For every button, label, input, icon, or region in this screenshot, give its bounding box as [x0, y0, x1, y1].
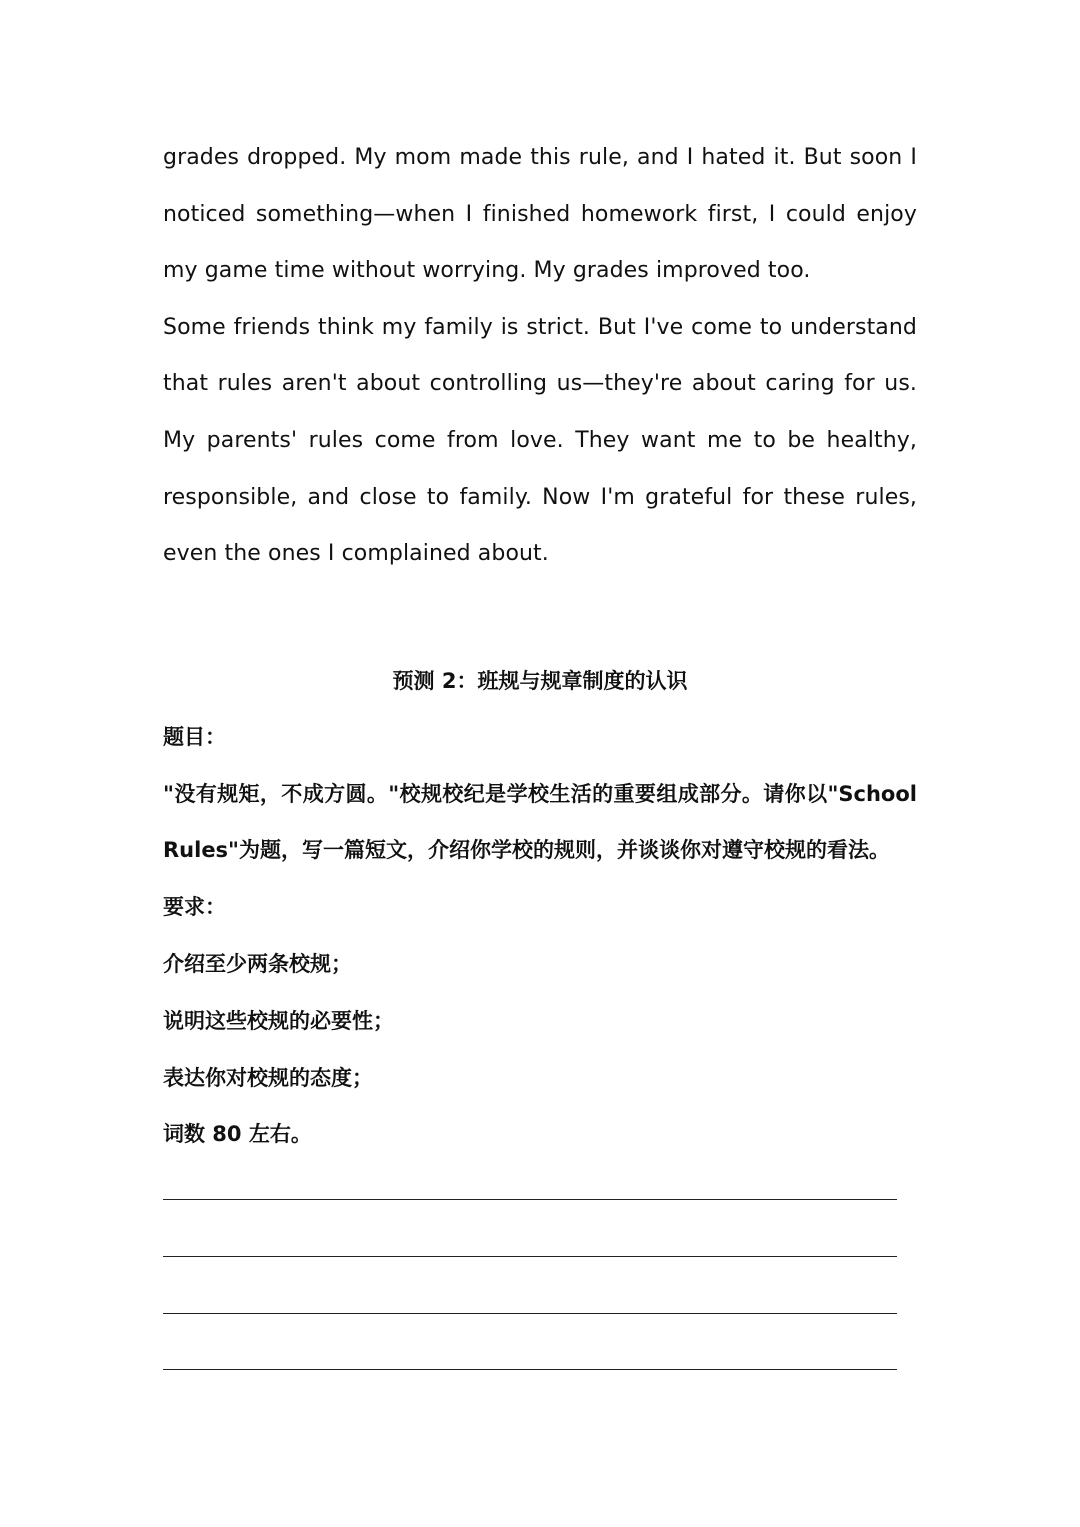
- answer-line[interactable]: [163, 1226, 897, 1283]
- essay-paragraph-1: grades dropped. My mom made this rule, and I hated it. But soon I noticed something—when I finished homework first, I could enjoy my game time without worrying. My grades improved too.: [163, 145, 917, 284]
- answer-lines: [163, 1169, 897, 1396]
- requirement-item: 词数 80 左右。: [163, 1122, 312, 1147]
- requirement-item: 介绍至少两条校规；: [163, 951, 352, 976]
- sample-essay: [163, 130, 917, 583]
- section-title: 预测 2：班规与规章制度的认识: [392, 668, 688, 693]
- answer-line[interactable]: [163, 1283, 897, 1340]
- requirement-item: 说明这些校规的必要性；: [163, 1008, 394, 1033]
- answer-line[interactable]: [163, 1169, 897, 1226]
- requirements-label: 要求：: [163, 895, 226, 920]
- requirement-item: 表达你对校规的态度；: [163, 1065, 373, 1090]
- writing-task: [163, 709, 917, 1163]
- document-page: [163, 130, 917, 1396]
- essay-paragraph-2: Some friends think my family is strict. But I've come to understand that rules aren't about controlling us—they're about caring for us. My parents' rules come from love. They want me to be healthy, responsible, and close to family. Now I'm grateful for these rules, even the ones I complained about.: [163, 314, 917, 567]
- topic-label: 题目：: [163, 724, 226, 749]
- answer-line[interactable]: [163, 1340, 897, 1397]
- task-prompt: "没有规矩，不成方圆。"校规校纪是学校生活的重要组成部分。请你以"School Rules"为题，写一篇短文，介绍你学校的规则，并谈谈你对遵守校规的看法。: [163, 781, 917, 863]
